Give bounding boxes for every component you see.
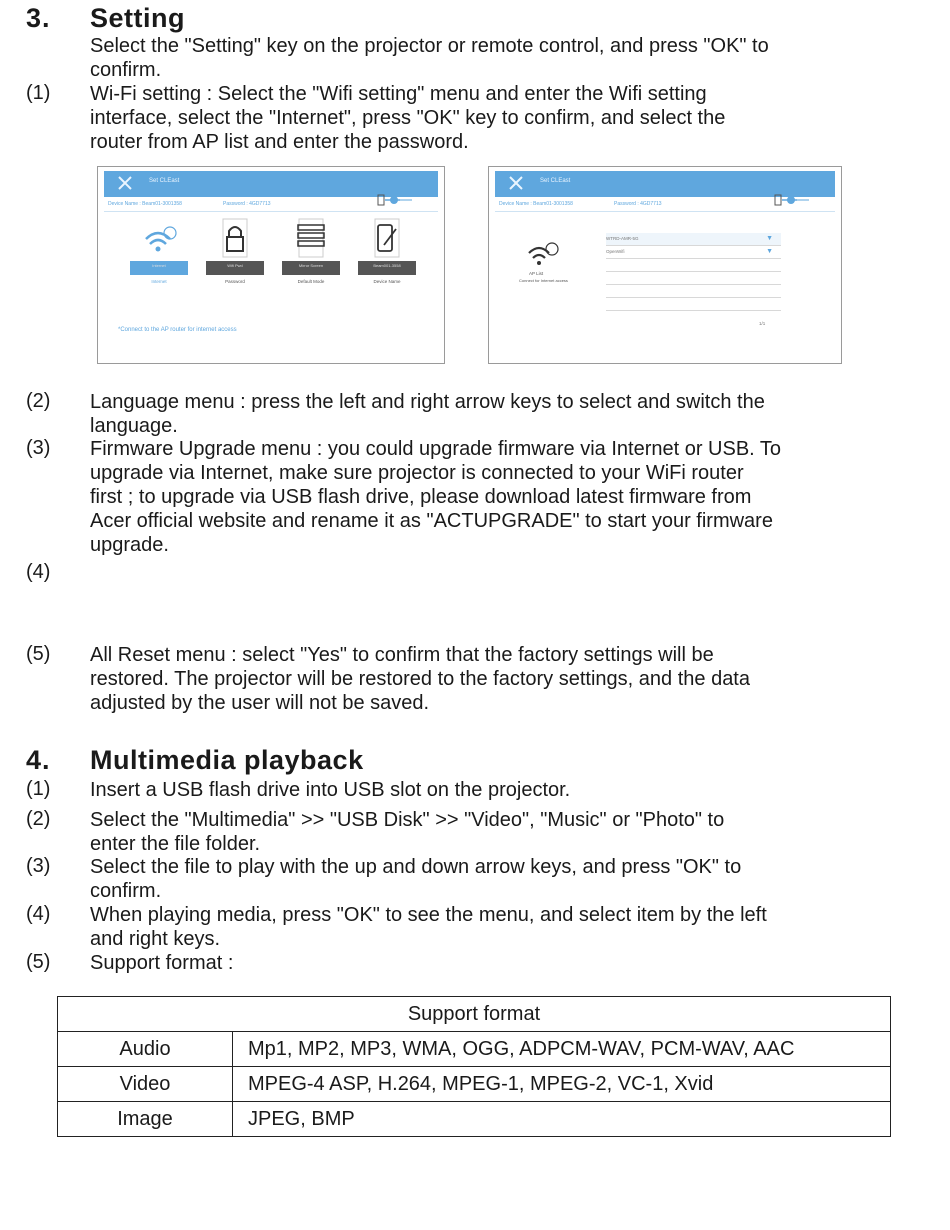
tile-caption: Internet <box>151 279 167 284</box>
item-text <box>90 808 910 856</box>
ap-list-label: AP List <box>529 271 544 276</box>
text-line: router from AP list and enter the password. <box>90 131 469 153</box>
table-row <box>58 1102 891 1137</box>
network-row[interactable] <box>606 246 781 259</box>
text-line: upgrade. <box>90 534 169 556</box>
item-text <box>90 778 910 802</box>
item-text <box>90 82 910 154</box>
password-info: Password : 4GD7713 <box>223 201 271 207</box>
format-list: MPEG-4 ASP, H.264, MPEG-1, MPEG-2, VC-1, Xvid <box>233 1067 891 1102</box>
network-row-empty <box>606 259 781 272</box>
text-line: Insert a USB flash drive into USB slot on the projector. <box>90 779 571 801</box>
network-name: WTRD-AMR-5G <box>606 236 639 241</box>
divider <box>104 211 438 212</box>
screen-title: Set CLEast <box>149 178 180 184</box>
text-line: confirm. <box>90 880 162 902</box>
tile-label: Mirror Screen <box>282 261 340 275</box>
item-text <box>90 643 910 715</box>
section-4-title: Multimedia playback <box>90 745 364 775</box>
tile-caption: Default Mode <box>297 279 325 284</box>
text-line: restored. The projector will be restored to the factory settings, and the data <box>90 668 750 690</box>
device-name: Device Name : Beam01-3001358 <box>499 201 573 207</box>
wifi-setting-screenshot <box>97 166 445 364</box>
section-3-intro <box>90 34 910 82</box>
section-3-title: Setting <box>90 3 185 33</box>
tile-caption: Device Name <box>373 279 401 284</box>
item-number: (5) <box>26 643 51 665</box>
text-line: first ; to upgrade via USB flash drive, please download latest firmware from <box>90 486 752 508</box>
device-name-tile[interactable] <box>358 217 416 287</box>
table-header-row <box>58 997 891 1032</box>
tools-icon <box>507 174 525 192</box>
tile-caption: Password <box>225 279 245 284</box>
text-line: Acer official website and rename it as "ACTUPGRADE" to start your firmware <box>90 510 773 532</box>
phone-link-icon <box>773 193 813 207</box>
text-line: interface, select the "Internet", press "OK" key to confirm, and select the <box>90 107 726 129</box>
network-row[interactable] <box>606 233 781 246</box>
item-text <box>90 903 910 951</box>
ap-list-screenshot <box>488 166 842 364</box>
wifi-signal-icon: ▼ <box>766 235 773 242</box>
list-icon <box>282 217 340 261</box>
divider <box>495 211 835 212</box>
network-row-empty <box>606 298 781 311</box>
text-line: Firmware Upgrade menu : you could upgrade firmware via Internet or USB. To <box>90 438 782 460</box>
tools-icon <box>116 174 134 192</box>
text-line: enter the file folder. <box>90 833 261 855</box>
tile-label: Internet <box>130 261 188 275</box>
text-line: Select the file to play with the up and down arrow keys, and press "OK" to <box>90 856 742 878</box>
item-number: (3) <box>26 855 51 877</box>
item-number: (3) <box>26 437 51 459</box>
text-line: confirm. <box>90 59 162 81</box>
item-number: (2) <box>26 390 51 412</box>
item-text <box>90 437 910 557</box>
item-text <box>90 951 910 975</box>
item-number: (4) <box>26 903 51 925</box>
text-line: upgrade via Internet, make sure projector is connected to your WiFi router <box>90 462 744 484</box>
item-number: (1) <box>26 82 51 104</box>
format-list: Mp1, MP2, MP3, WMA, OGG, ADPCM-WAV, PCM-WAV, AAC <box>233 1032 891 1067</box>
section-4-number: 4. <box>26 745 51 775</box>
text-line: Select the "Setting" key on the projector or remote control, and press "OK" to <box>90 35 769 57</box>
format-type: Audio <box>58 1032 233 1067</box>
lock-icon <box>206 217 264 261</box>
wifi-globe-icon <box>525 239 561 269</box>
item-number: (1) <box>26 778 51 800</box>
tile-label: Beam001-3558 <box>358 261 416 275</box>
text-line: Select the "Multimedia" >> "USB Disk" >> "Video", "Music" or "Photo" to <box>90 809 725 831</box>
default-mode-tile[interactable] <box>282 217 340 287</box>
ap-list-caption: Connect for Internet access <box>519 278 568 283</box>
text-line: When playing media, press "OK" to see the menu, and select item by the left <box>90 904 767 926</box>
connect-note: *Connect to the AP router for internet access <box>118 327 237 333</box>
wifi-signal-icon: ▼ <box>766 248 773 255</box>
format-list: JPEG, BMP <box>233 1102 891 1137</box>
text-line: Support format : <box>90 952 234 974</box>
text-line: adjusted by the user will not be saved. <box>90 692 430 714</box>
support-format-table <box>57 996 891 1137</box>
phone-edit-icon <box>358 217 416 261</box>
phone-link-icon <box>376 193 416 207</box>
item-text <box>90 390 910 438</box>
text-line: and right keys. <box>90 928 221 950</box>
text-line: Language menu : press the left and right arrow keys to select and switch the <box>90 391 765 413</box>
table-header: Support format <box>58 997 891 1032</box>
item-number: (4) <box>26 561 51 583</box>
page-indicator: 1/1 <box>759 321 766 326</box>
tile-label: Wifi Pwd <box>206 261 264 275</box>
device-name: Device Name : Beam01-3001358 <box>108 201 182 207</box>
network-row-empty <box>606 285 781 298</box>
table-row <box>58 1067 891 1102</box>
text-line: language. <box>90 415 178 437</box>
format-type: Video <box>58 1067 233 1102</box>
password-tile[interactable] <box>206 217 264 287</box>
section-3-number: 3. <box>26 3 51 33</box>
network-row-empty <box>606 272 781 285</box>
password-info: Password : 4GD7713 <box>614 201 662 207</box>
screen-title: Set CLEast <box>540 178 571 184</box>
text-line: Wi-Fi setting : Select the "Wifi setting" menu and enter the Wifi setting <box>90 83 707 105</box>
item-text <box>90 855 910 903</box>
internet-tile[interactable] <box>130 217 188 287</box>
item-number: (5) <box>26 951 51 973</box>
text-line: All Reset menu : select "Yes" to confirm that the factory settings will be <box>90 644 714 666</box>
table-row <box>58 1032 891 1067</box>
format-type: Image <box>58 1102 233 1137</box>
wifi-globe-icon <box>130 217 188 261</box>
network-name: OpenWifi <box>606 249 625 254</box>
item-number: (2) <box>26 808 51 830</box>
